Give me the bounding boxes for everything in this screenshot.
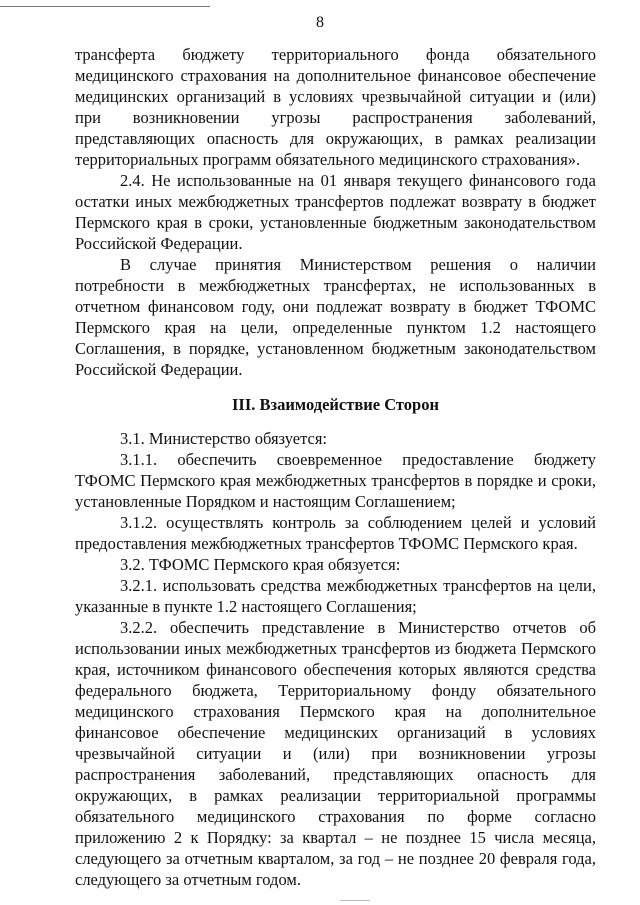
paragraph-refund: В случае принятия Министерством решения о наличии потребности в межбюджетных трансфертах, не использованных в отчетном финансовом году, они подлежат возврату в бюджет ТФОМС Пермского края на цели, определенные пунктом 1.2 настоящего Соглашения, в порядке, установленном бюджетным законодательством Российской Федерации. xyxy=(75,255,596,379)
paragraph-2-4: 2.4. Не использованные на 01 января текущего финансового года остатки иных межбюджетных трансфертов подлежат возврату в бюджет Пермского края в сроки, установленные бюджетным законодательством Российской Федерации. xyxy=(75,171,596,253)
paragraph-3-1-1: 3.1.1. обеспечить своевременное предоставление бюджету ТФОМС Пермского края межбюджетных трансфертов в порядке и сроки, установленные Порядком и настоящим Соглашением; xyxy=(75,450,596,511)
header-rule xyxy=(0,6,210,7)
section-heading: III. Взаимодействие Сторон xyxy=(232,395,439,414)
paragraph-continuation: трансферта бюджету территориального фонда обязательного медицинского страхования на дополнительное финансовое обеспечение медицинских организаций в условиях чрезвычайной ситуации и (или) при возникновении угрозы распространения заболеваний, представляющих опасность для окружающих, в рамках реализации территориальных программ обязательного медицинского страхования». xyxy=(75,45,596,169)
scan-artifact xyxy=(340,900,370,901)
paragraph-3-2: 3.2. ТФОМС Пермского края обязуется: xyxy=(120,555,401,574)
page-number: 8 xyxy=(316,14,324,31)
document-body xyxy=(75,44,596,890)
paragraph-3-2-2: 3.2.2. обеспечить представление в Министерство отчетов об использовании иных межбюджетных трансфертов из бюджета Пермского края, источником финансового обеспечения которых являются средства федерального бюджета, Территориальному фонду обязательного медицинского страхования Пермского края на дополнительное финансовое обеспечение медицинских организаций в условиях чрезвычайной ситуации и (или) при возникновении угрозы распространения заболеваний, представляющих опасность для окружающих, в рамках реализации территориальной программы обязательного медицинского страхования по форме согласно приложению 2 к Порядку: за квартал – не позднее 15 числа месяца, следующего за отчетным кварталом, за год – не позднее 20 февраля года, следующего за отчетным годом. xyxy=(75,618,596,889)
paragraph-3-1-2: 3.1.2. осуществлять контроль за соблюдением целей и условий предоставления межбюджетных трансфертов ТФОМС Пермского края. xyxy=(75,513,596,553)
paragraph-3-1: 3.1. Министерство обязуется: xyxy=(120,429,327,448)
paragraph-3-2-1: 3.2.1. использовать средства межбюджетных трансфертов на цели, указанные в пункте 1.2 настоящего Соглашения; xyxy=(75,576,596,616)
